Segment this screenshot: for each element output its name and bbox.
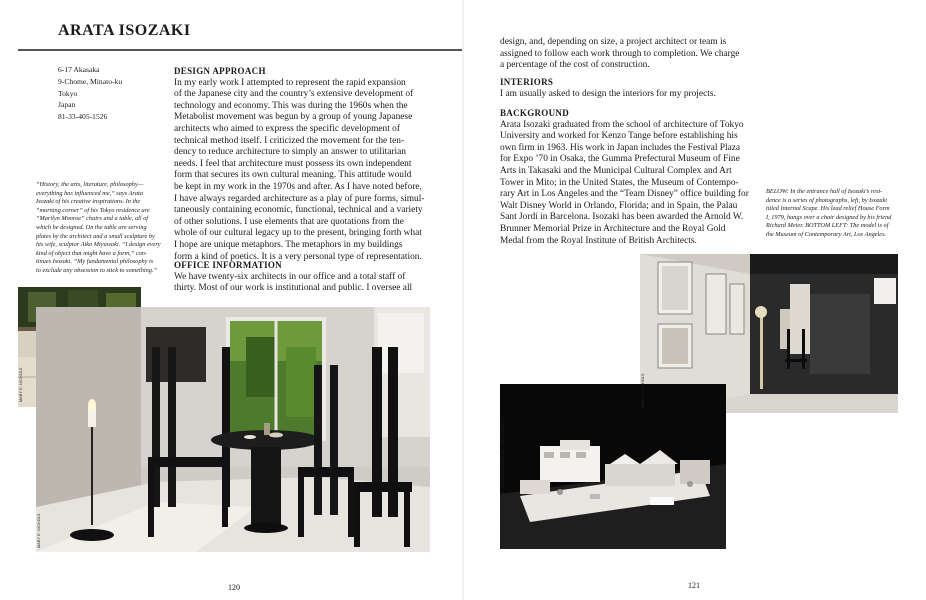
caption-line: plates by the architect and a small sculpture by — [36, 232, 155, 240]
phone-number: 81-33-405-1526 — [58, 112, 108, 122]
address-block — [58, 64, 122, 123]
body-line: We have twenty-six architects in our office and a total staff of — [174, 271, 406, 282]
caption-line: Richard Meier. BOTTOM LEFT: The model is of — [766, 222, 889, 230]
body-line: needs. I feel that architecture must possess its own independent — [174, 158, 412, 169]
address-line: Tokyo — [58, 88, 78, 98]
body-line: assigned to follow each work through to completion. We charge — [500, 48, 740, 59]
body-line: technology and economy. This was during the 1960s when the — [174, 100, 408, 111]
address-line: 9-Chome, Minato-ku — [58, 76, 123, 86]
caption-line: BELOW: In the entrance hall of Isozaki’s resi- — [766, 188, 883, 195]
body-line: Medal from the Royal Institute of British Architects. — [500, 235, 697, 246]
page-number-right: 121 — [688, 581, 700, 590]
body-line: Brunner Memorial Prize in Architecture and the Royal Gold — [500, 223, 726, 234]
body-line: design, and, depending on size, a project architect or team is — [500, 37, 727, 47]
caption-line: “morning corner” of his Tokyo residence are — [36, 206, 150, 214]
body-line: University and worked for Kenzo Tange before establishing his — [500, 131, 738, 142]
caption-line: “History, the arts, literature, philosophy— — [36, 181, 144, 188]
page-title: ARATA ISOZAKI — [58, 22, 191, 39]
caption-line: “Marilyn Monroe” chairs and a table, all of — [36, 215, 149, 223]
body-line: Tower in Mito; in the United States, the Museum of Contempo- — [500, 177, 739, 188]
office-information-section — [174, 260, 412, 295]
caption-line: kind of object that might have a form,” con- — [36, 249, 148, 257]
caption-line: to exclude any obsession to stick to something.” — [36, 266, 158, 274]
background-section — [500, 108, 749, 247]
body-line: form a kind of poetics. It is a very personal type of representation. — [174, 251, 422, 262]
caption-line: the Museum of Contemporary Art, Los Angeles. — [766, 230, 887, 238]
caption-line: tinues Isozaki. “My fundamental philosophy is — [36, 258, 154, 266]
photo-credit: MARY E. NICHOLS — [641, 373, 645, 408]
body-line: of the Japanese city and the country’s extensive development of — [174, 89, 414, 100]
photo-credit: MARY E. NICHOLS — [37, 513, 41, 548]
caption-line: everything has influenced me,” says Arata — [36, 189, 143, 197]
body-line: form that secures its own cultural meaning. This attitude would — [174, 170, 412, 181]
section-heading: OFFICE INFORMATION — [174, 260, 282, 270]
body-line: be kept in my work in the 1970s and after. As I have noted before, — [174, 181, 422, 192]
photo-credit: MARY E. NICHOLS — [19, 367, 23, 402]
museum-model-photo — [500, 384, 726, 549]
body-line: In my early work I attempted to represent the rapid expansion — [174, 77, 406, 88]
body-line: I hope are unique metaphors. The metaphors in my buildings — [174, 239, 403, 250]
design-approach-section — [174, 66, 424, 263]
body-line: whole of our cultural legacy up to the present, bringing forth what — [174, 228, 422, 239]
caption-line: I, 1979, hangs over a chair designed by his friend — [766, 213, 892, 221]
interiors-section — [500, 77, 716, 100]
page-gutter — [462, 0, 464, 600]
section-heading: BACKGROUND — [500, 108, 570, 118]
body-line: Sant Jordi in Barcelona. Isozaki has been awarded the Arnold W. — [500, 212, 744, 223]
body-line: dency to reduce architecture to simply an answer to utilitarian — [174, 147, 406, 158]
body-line: taneously containing economic, functional, technical and a variety — [174, 205, 423, 216]
caption-line: Isozaki of his creative inspirations. In the — [36, 198, 141, 206]
body-line: Arata Isozaki graduated from the school of architecture of Tokyo — [500, 119, 744, 130]
address-line: Japan — [58, 100, 76, 110]
body-line: I have always regarded architecture as a play of pure forms, simul- — [174, 193, 425, 204]
photo-credit: COURTESY THE MUSEUM OF CONTEMPORARY ART, LOS ANGELES — [501, 417, 505, 545]
body-line: own firm in 1963. His work in Japan includes the Festival Plaza — [500, 142, 741, 153]
body-line: for Expo ’70 in Osaka, the Gumma Prefectural Museum of Fine — [500, 154, 740, 165]
body-line: of other solutions. I use elements that are quotations from the — [174, 216, 404, 227]
body-line: Metabolist movement was begun by a group of young Japanese — [174, 112, 413, 123]
caption-line: titled Internal Scape. His lead relief House Form — [766, 205, 890, 213]
address-line: 6-17 Akasaka — [58, 65, 100, 74]
page-number-left: 120 — [228, 583, 240, 592]
section-heading: INTERIORS — [500, 77, 554, 87]
caption-line: his wife, sculptor Aiko Miyawaki. “I design every — [36, 241, 161, 249]
title-rule — [18, 49, 462, 51]
caption-left — [36, 181, 161, 276]
dining-room-photo — [36, 307, 430, 552]
office-information-continued — [500, 37, 739, 72]
caption-right — [766, 188, 896, 240]
section-heading: DESIGN APPROACH — [174, 66, 266, 76]
body-line: technical method itself. I criticized the movement for the ten- — [174, 135, 405, 146]
body-line: Walt Disney World in Orlando, Florida; and in Spain, the Palau — [500, 200, 738, 211]
body-line: rary Art in Los Angeles and the “Team Disney” office building for — [500, 189, 749, 200]
caption-line: dence is a series of photographs, left, by Isozaki — [766, 196, 888, 204]
caption-line: which he designed. On the table are serving — [36, 223, 147, 231]
body-line: Arts in Takasaki and the Municipal Cultural Complex and Art — [500, 165, 732, 176]
body-line: thirty. Most of our work is institutional and public. I oversee all — [174, 283, 413, 294]
body-line: a percentage of the cost of construction. — [500, 60, 650, 71]
body-line: architects who aimed to express the specific development of — [174, 123, 400, 134]
body-line: I am usually asked to design the interiors for my projects. — [500, 88, 716, 99]
